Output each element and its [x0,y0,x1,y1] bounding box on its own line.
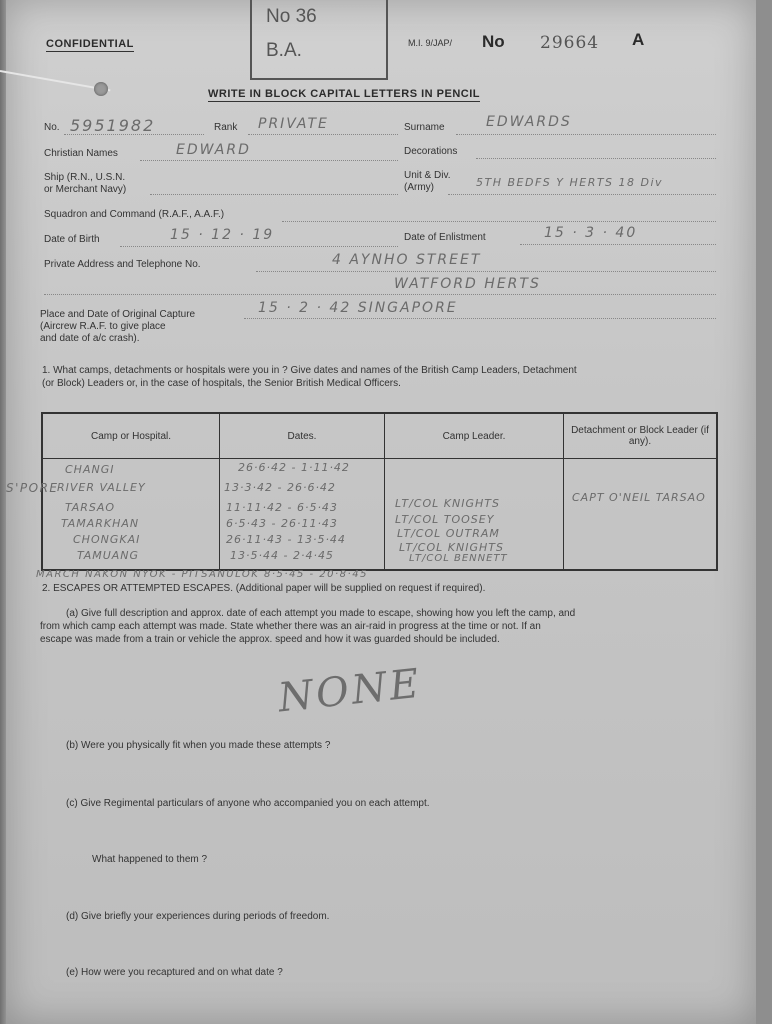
list-item: LT/COL KNIGHTS [399,541,504,554]
capture-label-3: and date of a/c crash). [40,333,140,344]
christian-names-value: EDWARD [176,142,251,158]
unit-value: 5TH BEDFS Y HERTS 18 Div [476,176,664,189]
col-dates: Dates. [220,413,385,459]
rank-label: Rank [214,122,238,133]
address-line-1: 4 AYNHO STREET [332,252,482,268]
camp-names [43,459,219,569]
list-item: 13·5·44 - 2·4·45 [230,549,334,562]
q2a-line-1: (a) Give full description and approx. date of each attempt you made to escape, showing how you left the camp, and [66,608,576,619]
surname-value: EDWARDS [486,114,572,130]
capture-label-1: Place and Date of Original Capture [40,309,196,320]
squadron-label: Squadron and Command (R.A.F., A.A.F.) [44,209,225,220]
stamp-ba: B.A. [266,40,302,61]
list-item: CAPT O'NEIL TARSAO [572,491,706,504]
margin-note: S'PORE [6,481,59,495]
q1-line-2: (or Block) Leaders or, in the case of hospitals, the Senior British Medical Officers. [42,378,401,389]
punch-hole [94,82,108,96]
q2c-sub: What happened to them ? [92,854,208,865]
capture-value: 15 · 2 · 42 SINGAPORE [258,300,458,316]
list-item: LT/COL BENNETT [409,553,508,564]
serial-suffix: A [632,30,645,49]
q2a-line-2: from which camp each attempt was made. State whether there was an air-raid in progress at the time or not. If an [40,621,541,632]
stamp-number: No 36 [266,6,317,27]
list-item: 6·5·43 - 26·11·43 [226,517,338,530]
enlistment-label: Date of Enlistment [404,232,486,243]
christian-names-label: Christian Names [44,148,118,159]
list-item: CHANGI [65,463,115,476]
mi-reference: M.I. 9/JAP/ [408,38,453,48]
confidential-label: CONFIDENTIAL [46,38,134,50]
surname-label: Surname [404,122,445,133]
number-label: No [482,32,505,51]
q1-line-1: 1. What camps, detachments or hospitals were you in ? Give dates and names of the British Camp Leaders, Detachment [42,365,577,376]
list-item: TARSAO [65,501,116,514]
service-number: 5951982 [70,116,156,135]
enlistment-value: 15 · 3 · 40 [544,225,638,241]
ship-label-1: Ship (R.N., U.S.N. [44,172,126,183]
q2b: (b) Were you physically fit when you made these attempts ? [66,740,331,751]
q2c: (c) Give Regimental particulars of anyone who accompanied you on each attempt. [66,798,430,809]
decorations-label: Decorations [404,146,458,157]
dob-value: 15 · 12 · 19 [170,227,275,243]
ba-stamp [250,0,388,80]
camp-dates [220,459,384,569]
list-item: 26·6·42 - 1·11·42 [238,461,350,474]
list-item: RIVER VALLEY [57,481,146,494]
dob-label: Date of Birth [44,234,100,245]
camps-table [41,412,718,571]
list-item: LT/COL TOOSEY [395,513,495,526]
march-note: MARCH NAKON NYOK - PITSANULOK 8·5·45 - 20·8·45 [36,569,368,580]
q2-title: 2. ESCAPES OR ATTEMPTED ESCAPES. (Additional paper will be supplied on request if required). [42,583,486,594]
address-label: Private Address and Telephone No. [44,259,201,270]
list-item: 11·11·42 - 6·5·43 [226,501,338,514]
list-item: CHONGKAI [73,533,141,546]
camp-leaders [385,459,563,569]
capture-label-2: (Aircrew R.A.F. to give place [40,321,166,332]
escape-answer: NONE [275,660,425,722]
q2d: (d) Give briefly your experiences during periods of freedom. [66,911,330,922]
list-item: 26·11·43 - 13·5·44 [226,533,346,546]
col-detachment: Detachment or Block Leader (if any). [564,413,718,459]
unit-label-1: Unit & Div. [404,170,451,181]
rank-value: PRIVATE [258,116,329,132]
list-item: TAMARKHAN [61,517,140,530]
detachment-leaders [564,459,716,569]
col-leader: Camp Leader. [385,413,564,459]
q2e: (e) How were you recaptured and on what date ? [66,967,283,978]
pencil-instruction: WRITE IN BLOCK CAPITAL LETTERS IN PENCIL [208,88,480,100]
serial-number: 29664 [540,33,600,53]
list-item: LT/COL KNIGHTS [395,497,500,510]
unit-label-2: (Army) [404,182,434,193]
list-item: LT/COL OUTRAM [397,527,500,540]
ship-label-2: or Merchant Navy) [44,184,127,195]
list-item: 13·3·42 - 26·6·42 [224,481,336,494]
address-line-2: WATFORD HERTS [394,276,541,292]
no-label: No. [44,122,60,133]
list-item: TAMUANG [77,549,140,562]
col-camp: Camp or Hospital. [42,413,220,459]
q2a-line-3: escape was made from a train or vehicle the approx. speed and how it was guarded should be included. [40,634,500,645]
